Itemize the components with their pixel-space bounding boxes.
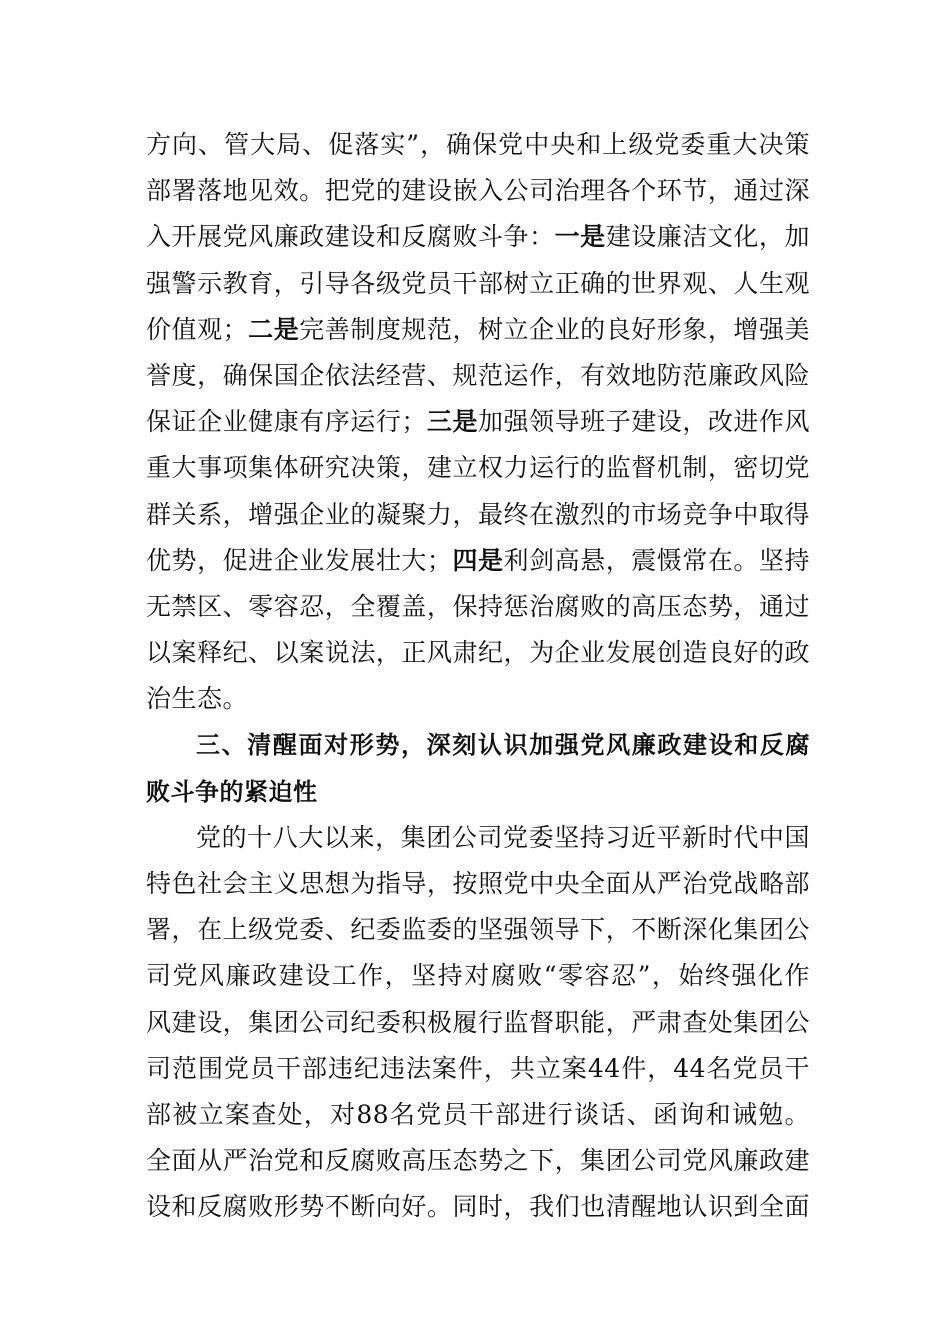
text-line: 无禁区、零容忍，全覆盖，保持惩治腐败的高压态势，通过 bbox=[146, 591, 810, 621]
text-line: 署，在上级党委、纪委监委的坚强领导下，不断深化集团公 bbox=[146, 915, 810, 945]
text-span: 完善制度规范，树立企业的良好形象，增强美 bbox=[299, 314, 810, 344]
section-heading: 败斗争的紧迫性 bbox=[146, 777, 318, 806]
text-line: 党的十八大以来，集团公司党委坚持习近平新时代中国 bbox=[196, 822, 810, 852]
text-line: 治生态。 bbox=[146, 684, 249, 714]
emphasis-second: 二是 bbox=[248, 314, 300, 344]
text-line: 特色社会主义思想为指导，按照党中央全面从严治党战略部 bbox=[146, 869, 810, 898]
text-line: 群关系，增强企业的凝聚力，最终在激烈的市场竞争中取得 bbox=[146, 499, 810, 529]
text-line: 强警示教育，引导各级党员干部树立正确的世界观、人生观 bbox=[146, 268, 810, 298]
text-line: 以案释纪、以案说法，正风肃纪，为企业发展创造良好的政 bbox=[146, 638, 810, 668]
emphasis-first: 一是 bbox=[554, 222, 606, 252]
text-line: 设和反腐败形势不断向好。同时，我们也清醒地认识到全面 bbox=[146, 1192, 810, 1222]
text-line: 风建设，集团公司纪委积极履行监督职能，严肃查处集团公 bbox=[146, 1007, 810, 1037]
text-line: 部署落地见效。把党的建设嵌入公司治理各个环节，通过深 bbox=[146, 176, 810, 206]
emphasis-fourth: 四是 bbox=[452, 545, 504, 575]
text-line: 方向、管大局、促落实”，确保党中央和上级党委重大决策 bbox=[146, 130, 810, 159]
text-line bbox=[146, 214, 810, 260]
text-line: 重大事项集体研究决策，建立权力运行的监督机制，密切党 bbox=[146, 453, 810, 483]
text-line: 部被立案查处，对88名党员干部进行谈话、函询和诫勉。 bbox=[146, 1099, 810, 1129]
text-span: 价值观； bbox=[146, 314, 249, 344]
section-heading: 三、清醒面对形势，深刻认识加强党风廉政建设和反腐 bbox=[196, 731, 810, 760]
text-line bbox=[146, 307, 810, 353]
text-span: 保证企业健康有序运行； bbox=[146, 407, 427, 437]
emphasis-third: 三是 bbox=[426, 407, 479, 437]
text-line: 全面从严治党和反腐败高压态势之下，集团公司党风廉政建 bbox=[146, 1146, 810, 1176]
text-line bbox=[146, 399, 810, 445]
text-span: 入开展党风廉政建设和反腐败斗争： bbox=[146, 222, 555, 252]
document-body bbox=[146, 122, 810, 1231]
text-line: 誉度，确保国企依法经营、规范运作，有效地防范廉政风险 bbox=[146, 360, 810, 390]
text-line: 司范围党员干部违纪违法案件，共立案44件，44名党员干 bbox=[146, 1053, 810, 1083]
text-span: 优势，促进企业发展壮大； bbox=[146, 545, 453, 575]
text-span: 建设廉洁文化，加 bbox=[605, 222, 810, 252]
text-span: 利剑高悬，震慑常在。坚持 bbox=[503, 545, 810, 575]
text-span: 加强领导班子建设，改进作风 bbox=[478, 407, 810, 437]
text-line bbox=[146, 538, 810, 584]
text-line: 司党风廉政建设工作，坚持对腐败“零容忍”，始终强化作 bbox=[146, 961, 810, 991]
